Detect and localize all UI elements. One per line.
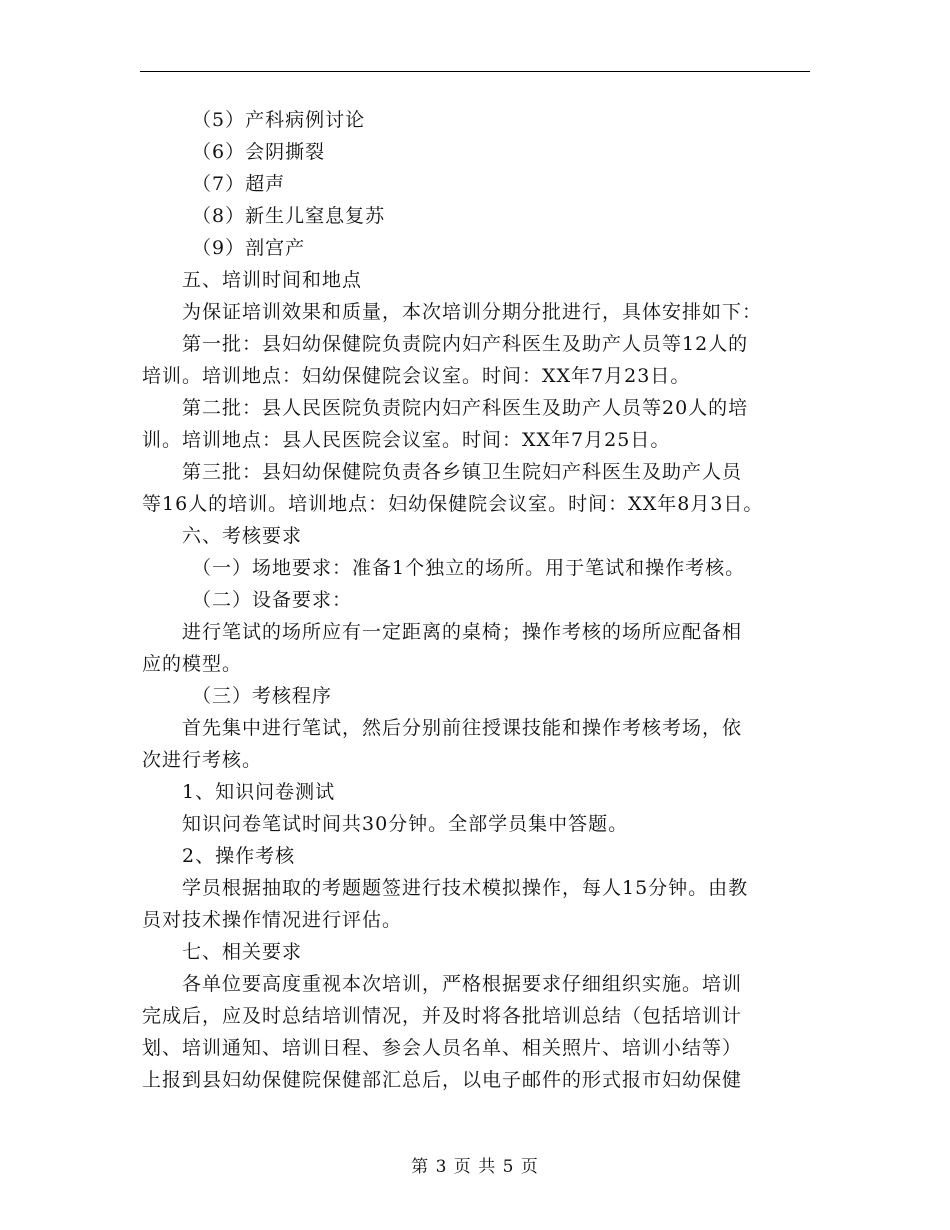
text-line: （三）考核程序 — [192, 685, 333, 707]
text-line: 六、考核要求 — [182, 525, 303, 547]
text-line: 划、培训通知、培训日程、参会人员名单、相关照片、培训小结等） — [142, 1037, 743, 1059]
text-line: 为保证培训效果和质量，本次培训分期分批进行，具体安排如下： — [182, 301, 763, 323]
text-line: 上报到县妇幼保健院保健部汇总后，以电子邮件的形式报市妇幼保健 — [142, 1069, 743, 1091]
page-number-footer: 第 3 页 共 5 页 — [411, 1157, 539, 1177]
text-line: 完成后，应及时总结培训情况，并及时将各批培训总结（包括培训计 — [142, 1005, 743, 1027]
text-line: 等16人的培训。培训地点：妇幼保健院会议室。时间：XX年8月3日。 — [142, 493, 764, 515]
text-line: 2、操作考核 — [182, 845, 296, 867]
text-line: 各单位要高度重视本次培训，严格根据要求仔细组织实施。培训 — [182, 973, 743, 995]
text-line: （7）超声 — [192, 173, 286, 195]
header-rule — [140, 71, 810, 72]
text-line: 知识问卷笔试时间共30分钟。全部学员集中答题。 — [182, 813, 629, 835]
text-line: （二）设备要求： — [192, 589, 353, 611]
text-line: （6）会阴撕裂 — [192, 141, 326, 163]
text-line: 七、相关要求 — [182, 941, 303, 963]
text-line: 次进行考核。 — [142, 749, 263, 771]
text-line: 员对技术操作情况进行评估。 — [142, 909, 403, 931]
text-line: 第三批：县妇幼保健院负责各乡镇卫生院妇产科医生及助产人员 — [182, 461, 743, 483]
text-line: 首先集中进行笔试，然后分别前往授课技能和操作考核考场，依 — [182, 717, 743, 739]
text-line: 1、知识问卷测试 — [182, 781, 336, 803]
text-line: 第一批：县妇幼保健院负责院内妇产科医生及助产人员等12人的 — [182, 333, 749, 355]
text-line: 学员根据抽取的考题题签进行技术模拟操作，每人15分钟。由教 — [182, 877, 749, 899]
text-line: 进行笔试的场所应有一定距离的桌椅；操作考核的场所应配备相 — [182, 621, 743, 643]
text-line: 训。培训地点：县人民医院会议室。时间：XX年7月25日。 — [142, 429, 671, 451]
document-body — [142, 104, 810, 1096]
text-line: （5）产科病例讨论 — [192, 109, 366, 131]
text-line: 培训。培训地点：妇幼保健院会议室。时间：XX年7月23日。 — [142, 365, 691, 387]
text-line: 应的模型。 — [142, 653, 243, 675]
text-line: 五、培训时间和地点 — [182, 269, 363, 291]
text-line: （8）新生儿窒息复苏 — [192, 205, 386, 227]
text-line: 第二批：县人民医院负责院内妇产科医生及助产人员等20人的培 — [182, 397, 749, 419]
text-line: （一）场地要求：准备1个独立的场所。用于笔试和操作考核。 — [192, 557, 746, 579]
text-line: （9）剖宫产 — [192, 237, 306, 259]
